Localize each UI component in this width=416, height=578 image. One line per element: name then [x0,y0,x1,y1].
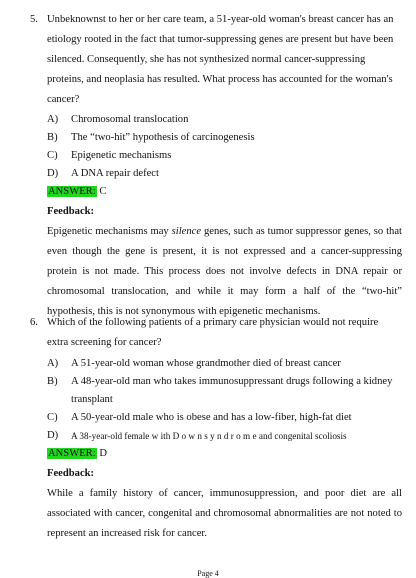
question-number: 5. [30,14,38,25]
feedback-text-end: genes, such as tumor suppressor genes, so that even though the gene is present, it is not expressed and a cancer-suppressing protein is not made. This process does not involve defects in DNA repair or chromosomal translocation, and while it may form a half of the “two-hit” hypothesis, this is not synonymous with epigenetic mechanisms. [47,226,402,317]
page-footer: Page 4 [197,569,219,578]
option-a [30,355,402,373]
option-text: Chromosomal translocation [71,114,189,125]
option-c [30,409,402,427]
feedback-emphasis: silence [171,226,202,237]
option-text: Epigenetic mechanisms [71,150,172,161]
answer-value: C [96,186,107,197]
question-stem: Unbeknownst to her or her care team, a 51-year-old woman's breast cancer has an etiology rooted in the fact that tumor-suppressing genes are present but have been silenced. Consequently, she has not synthesized normal cancer-suppressing proteins, and neoplasia has resulted. What process has accounted for the woman's cancer? [47,14,394,105]
option-letter: C) [47,412,58,423]
answer-highlight: ANSWER: [48,448,96,459]
option-c [30,147,402,165]
question-stem: Which of the following patients of a primary care physician would not require extra screening for cancer? [47,317,379,348]
option-text: A 51-year-old woman whose grandmother died of breast cancer [71,358,341,369]
option-text: A 38-year-old female w ith D o w n s y n d r o m e and congenital scoliosis [71,431,347,441]
option-letter: B) [47,132,58,143]
option-b [30,373,402,409]
option-b [30,129,402,147]
option-text: A DNA repair defect [71,168,159,179]
option-letter: D) [47,168,59,179]
feedback-text [47,222,402,322]
answer-line [47,183,402,201]
answer-line [47,445,402,463]
option-text: A 50-year-old male who is obese and has a low-fiber, high-fat diet [71,412,352,423]
question-number: 6. [30,317,38,328]
answer-value: D [96,448,107,459]
feedback-text-start: Epigenetic mechanisms may [47,226,172,237]
question-6 [30,313,402,544]
option-text: A 48-year-old man who takes immunosuppressant drugs following a kidney transplant [71,376,393,405]
option-a [30,111,402,129]
option-letter: C) [47,150,58,161]
option-letter: B) [47,376,58,387]
answer-highlight: ANSWER: [48,186,96,197]
feedback-title: Feedback: [47,468,95,479]
question-5 [30,10,402,322]
option-letter: D) [47,430,59,441]
option-d [30,427,402,445]
option-text: The “two-hit” hypothesis of carcinogenesis [71,132,255,143]
option-d [30,165,402,183]
feedback-text: While a family history of cancer, immunosuppression, and poor diet are all associated with cancer, congenital and chromosomal abnormalities are not noted to represent an increased risk for cancer. [47,488,402,539]
feedback-title: Feedback: [47,206,95,217]
option-letter: A) [47,114,59,125]
option-letter: A) [47,358,59,369]
